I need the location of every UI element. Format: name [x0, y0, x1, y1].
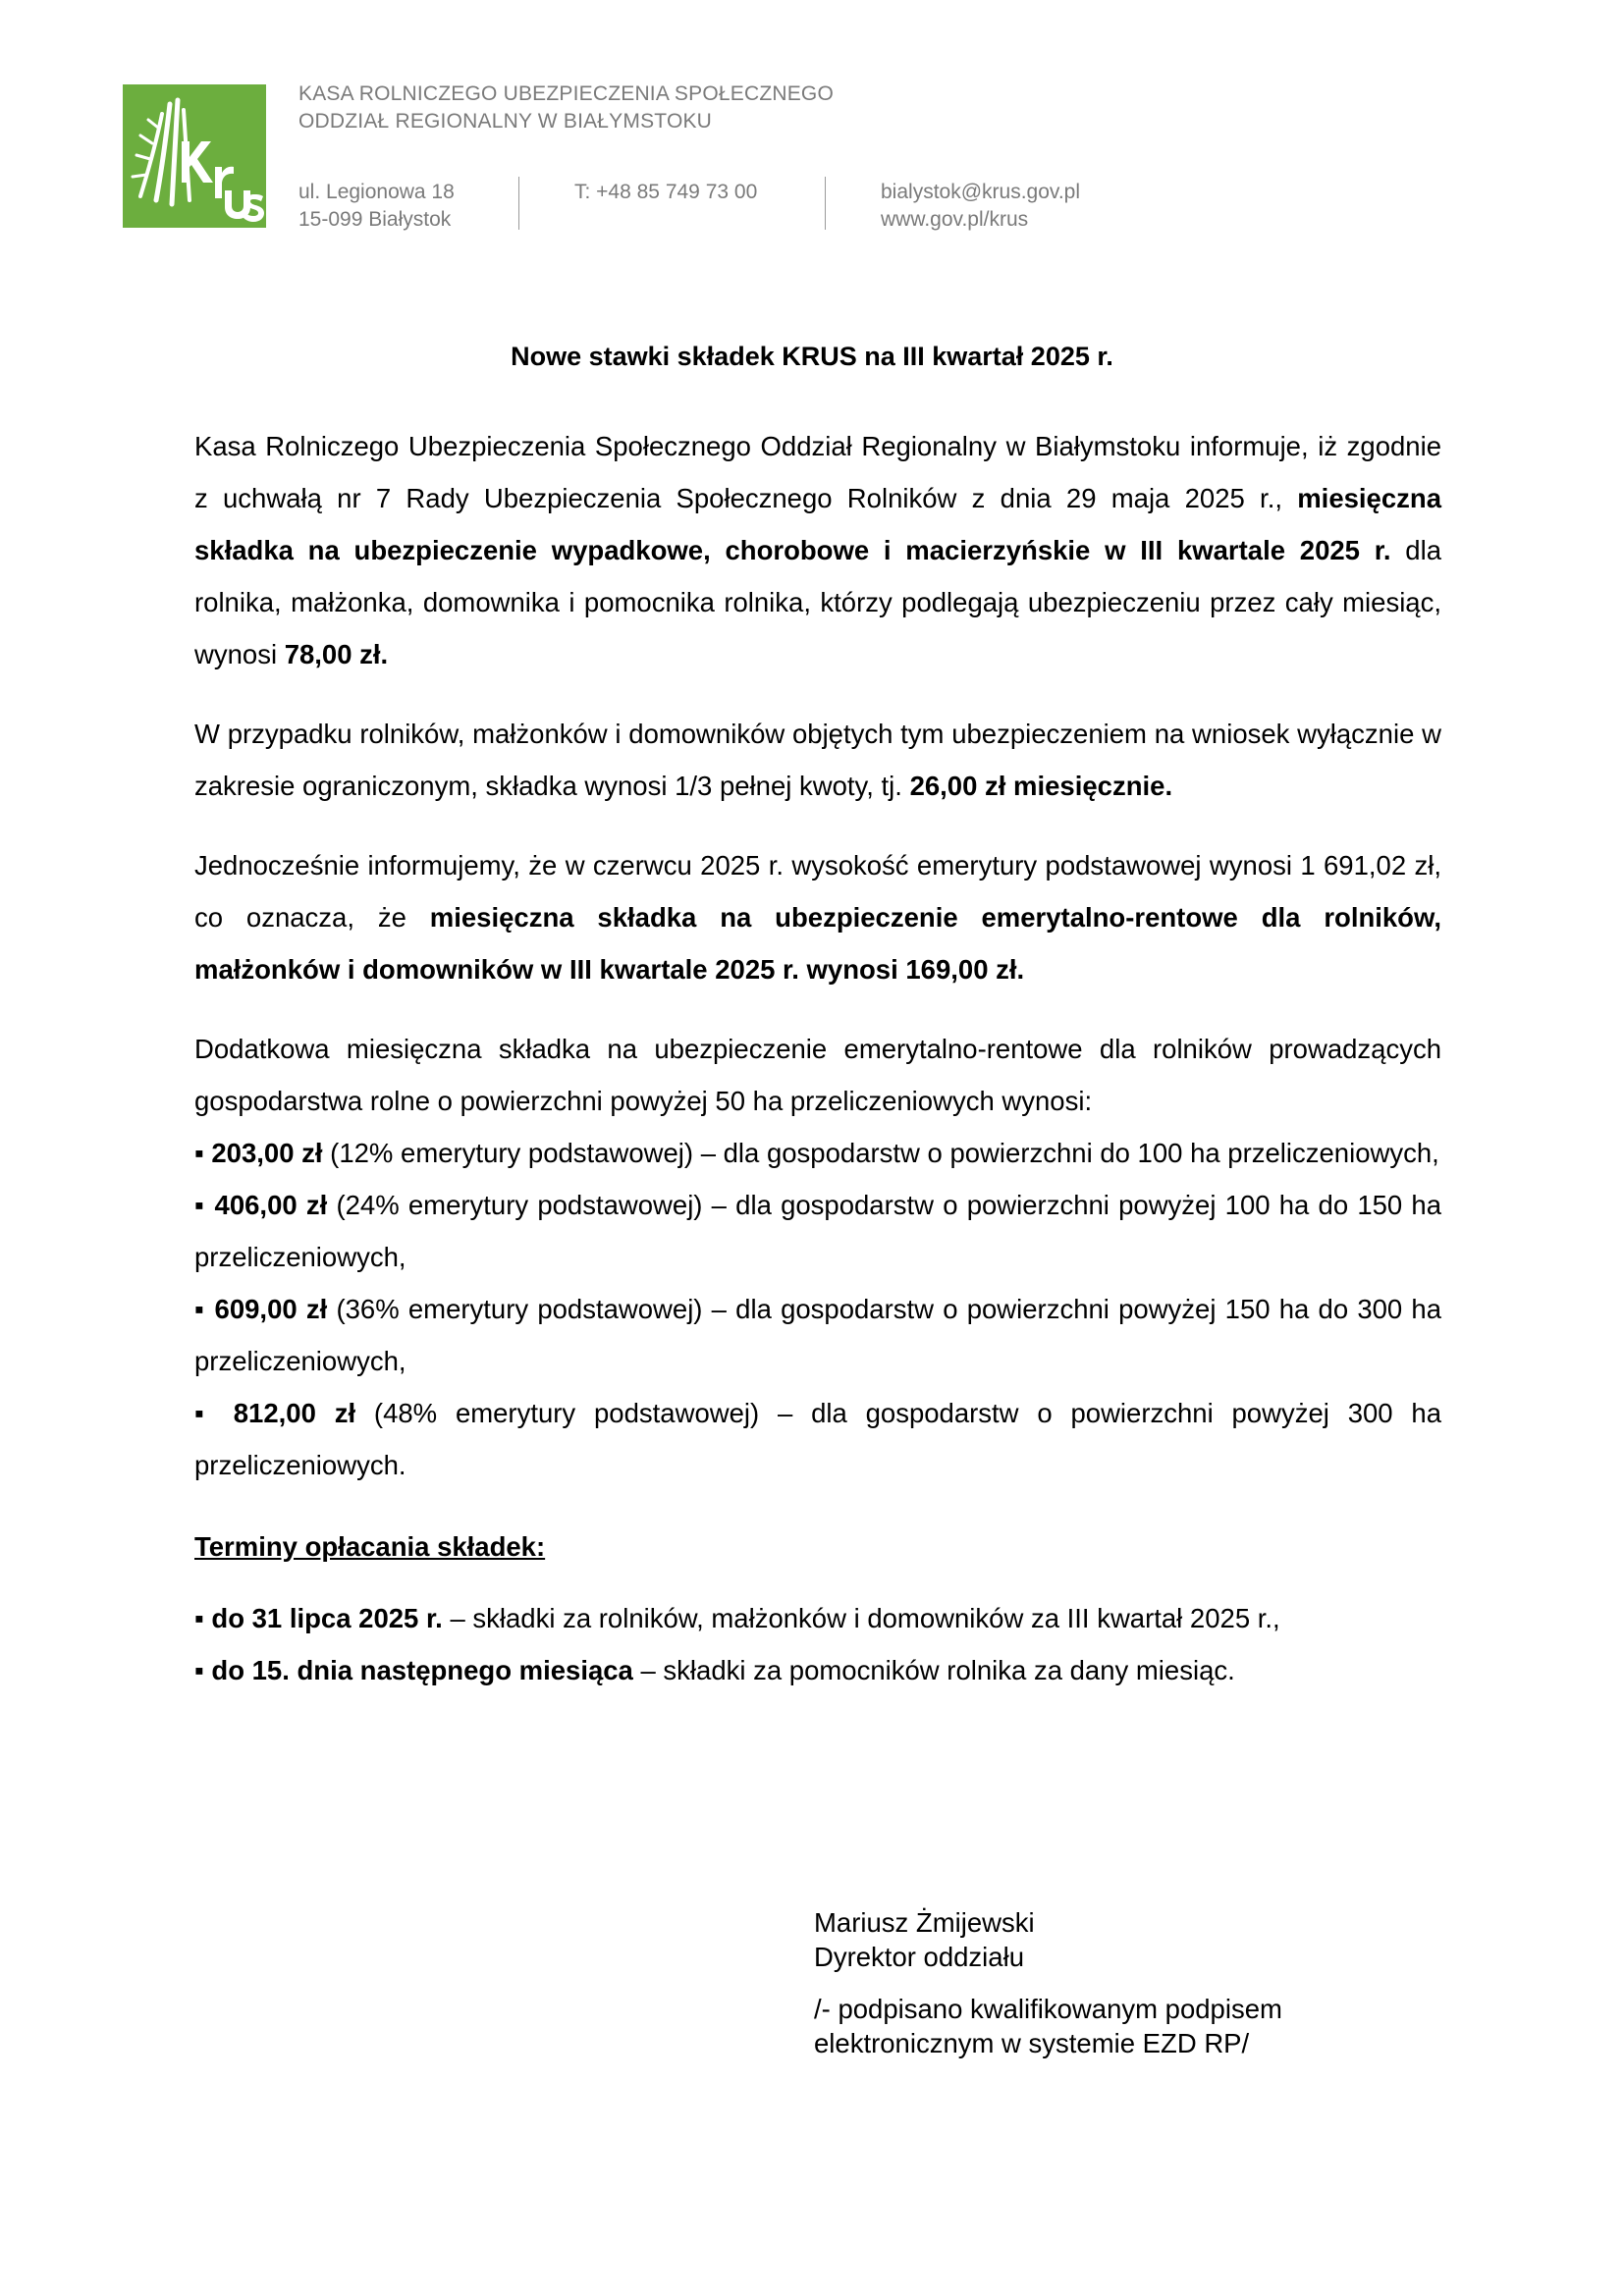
rate-bullet-item [194, 1283, 1441, 1387]
payment-term-item [194, 1644, 1441, 1696]
bullet-marker: ▪ [194, 1655, 204, 1685]
header-divider-2 [825, 177, 826, 230]
website-link[interactable]: www.gov.pl/krus [881, 208, 1029, 231]
org-name-line-1: KASA ROLNICZEGO UBEZPIECZENIA SPOŁECZNEGO [298, 82, 834, 105]
payment-deadline: do 31 lipca 2025 r. [211, 1603, 443, 1633]
address-street: ul. Legionowa 18 [298, 181, 455, 203]
rate-bullet-item [194, 1387, 1441, 1491]
rate-description: (36% emerytury podstawowej) – dla gospodarstw o powierzchni powyżej 150 ha do 300 ha przeliczeniowych, [194, 1294, 1442, 1376]
krus-logo-graphic [123, 84, 266, 228]
payment-deadline: do 15. dnia następnego miesiąca [211, 1655, 633, 1685]
org-name-line-2: ODDZIAŁ REGIONALNY W BIAŁYMSTOKU [298, 110, 713, 133]
rate-description: (24% emerytury podstawowej) – dla gospodarstw o powierzchni powyżej 100 ha do 150 ha przeliczeniowych, [194, 1190, 1442, 1272]
bullet-marker: ▪ [194, 1294, 206, 1324]
rate-description: (12% emerytury podstawowej) – dla gospodarstw o powierzchni do 100 ha przeliczeniowych, [322, 1138, 1439, 1168]
paragraph-limited-scope [194, 708, 1441, 812]
rate-amount: 609,00 zł [214, 1294, 328, 1324]
organization-name [298, 80, 834, 135]
rate-amount: 812,00 zł [233, 1398, 356, 1428]
signatory-position: Dyrektor oddziału [814, 1942, 1024, 1972]
signature-note-line-2: elektronicznym w systemie EZD RP/ [814, 2028, 1250, 2058]
web-contact-block [881, 179, 1080, 234]
rate-amount: 406,00 zł [214, 1190, 328, 1220]
paragraph-text: Kasa Rolniczego Ubezpieczenia Społecznego Oddział Regionalny w Białymstoku informuje, iż zgodnie z uchwałą nr 7 Rady Ubezpieczenia Społecznego Rolników z dnia 29 maja 2025 r., [194, 431, 1441, 513]
paragraph-accident-contribution [194, 420, 1441, 680]
payment-terms-heading: Terminy opłacania składek: [194, 1531, 546, 1562]
krus-logo [123, 84, 266, 228]
header-divider-1 [518, 177, 519, 230]
address-block [298, 179, 455, 234]
phone-block [574, 179, 757, 206]
paragraph-text: W przypadku rolników, małżonków i domowników objętych tym ubezpieczeniem na wniosek wyłącznie w zakresie ograniczonym, składka wynosi 1/3 pełnej kwoty, tj. [194, 719, 1441, 801]
contribution-amount: 26,00 zł miesięcznie. [909, 771, 1173, 801]
email-link[interactable]: bialystok@krus.gov.pl [881, 181, 1081, 203]
paragraph-additional-contribution: Dodatkowa miesięczna składka na ubezpieczenie emerytalno-rentowe dla rolników prowadzących gospodarstwa rolne o powierzchni powyżej 50 ha przeliczeniowych wynosi: [194, 1034, 1441, 1116]
contribution-amount: 78,00 zł. [284, 639, 389, 669]
rate-bullet-item [194, 1179, 1441, 1283]
letter-body [194, 420, 1441, 1696]
paragraph-bold-text: miesięczna składka na ubezpieczenie wypadkowe, chorobowe i macierzyńskie w III kwartale 2025 r. [194, 483, 1441, 565]
payment-term-description: – składki za pomocników rolnika za dany miesiąc. [632, 1655, 1235, 1685]
bullet-marker: ▪ [194, 1138, 204, 1168]
signatory-name: Mariusz Żmijewski [814, 1907, 1035, 1938]
signature-note-line-1: /- podpisano kwalifikowanym podpisem [814, 1994, 1282, 2024]
paragraph-pension-contribution [194, 839, 1441, 995]
document-title: Nowe stawki składek KRUS na III kwartał 2025 r. [511, 342, 1113, 371]
payment-term-item [194, 1592, 1441, 1644]
bullet-marker: ▪ [194, 1603, 204, 1633]
paragraph-text: dla rolnika, małżonka, domownika i pomocnika rolnika, którzy podlegają ubezpieczeniu przez cały miesiąc, wynosi [194, 535, 1442, 669]
bullet-marker: ▪ [194, 1190, 206, 1220]
rate-bullet-item [194, 1127, 1441, 1179]
bullet-marker: ▪ [194, 1398, 215, 1428]
rate-description: (48% emerytury podstawowej) – dla gospodarstw o powierzchni powyżej 300 ha przeliczeniowych. [194, 1398, 1441, 1480]
rate-amount: 203,00 zł [211, 1138, 323, 1168]
signature-block [814, 1905, 1282, 2060]
paragraph-text: Jednocześnie informujemy, że w czerwcu 2025 r. wysokość emerytury podstawowej wynosi 1 691,02 zł, co oznacza, że [194, 850, 1441, 933]
phone-number: T: +48 85 749 73 00 [574, 181, 758, 203]
signature-spacer [814, 1974, 1282, 1992]
paragraph-bold-text: miesięczna składka na ubezpieczenie emerytalno-rentowe dla rolników, małżonków i domowników w III kwartale 2025 r. wynosi 169,00 zł. [194, 902, 1441, 985]
address-city: 15-099 Białystok [298, 208, 452, 231]
payment-term-description: – składki za rolników, małżonków i domowników za III kwartał 2025 r., [442, 1603, 1280, 1633]
